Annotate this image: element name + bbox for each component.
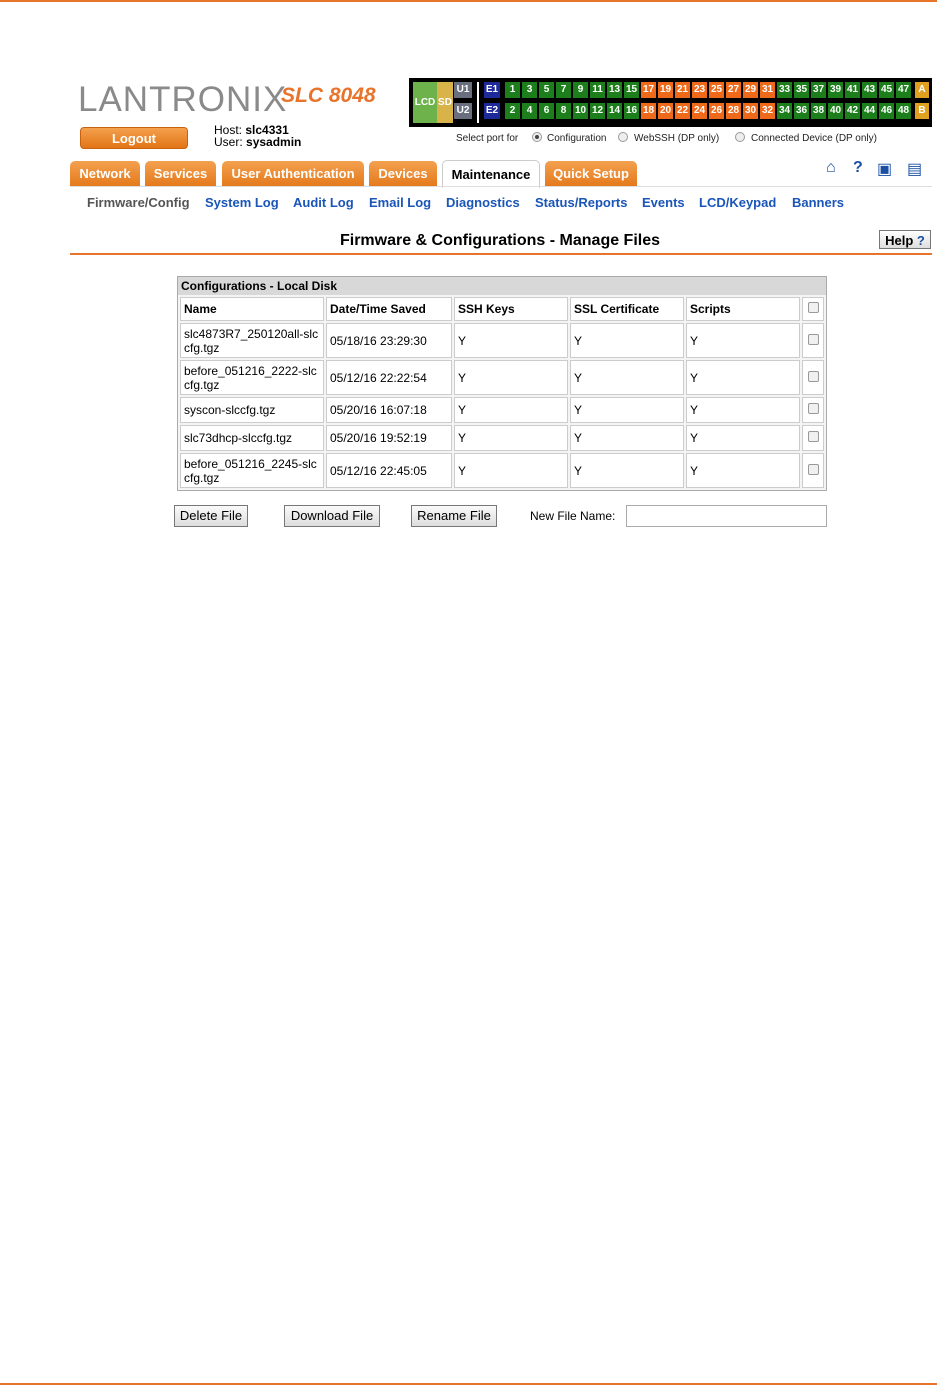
- port-31[interactable]: 31: [760, 82, 775, 98]
- tab-devices[interactable]: Devices: [369, 161, 437, 187]
- port-14[interactable]: 14: [607, 103, 622, 119]
- e2-port[interactable]: E2: [484, 103, 500, 119]
- select-all-checkbox[interactable]: [808, 302, 819, 313]
- port-7[interactable]: 7: [556, 82, 571, 98]
- cell-ssh-keys: Y: [454, 453, 568, 488]
- cell-name: before_051216_2245-slccfg.tgz: [180, 453, 324, 488]
- radio-webssh[interactable]: [618, 132, 628, 142]
- port-9[interactable]: 9: [573, 82, 588, 98]
- cell-ssh-keys: Y: [454, 425, 568, 451]
- port-2[interactable]: 2: [505, 103, 520, 119]
- port-32[interactable]: 32: [760, 103, 775, 119]
- row-checkbox[interactable]: [808, 403, 819, 414]
- port-39[interactable]: 39: [828, 82, 843, 98]
- port-12[interactable]: 12: [590, 103, 605, 119]
- port-16[interactable]: 16: [624, 103, 639, 119]
- port-44[interactable]: 44: [862, 103, 877, 119]
- port-27[interactable]: 27: [726, 82, 741, 98]
- home-icon[interactable]: ⌂: [826, 159, 836, 176]
- port-6[interactable]: 6: [539, 103, 554, 119]
- model-name: SLC 8048: [281, 84, 376, 107]
- port-33[interactable]: 33: [777, 82, 792, 98]
- port-17[interactable]: 17: [641, 82, 656, 98]
- cell-name: slc4873R7_250120all-slccfg.tgz: [180, 323, 324, 358]
- cell-ssl-certificate: Y: [570, 360, 684, 395]
- option-configuration: Configuration: [547, 133, 607, 144]
- col-ssh-keys: SSH Keys: [454, 297, 568, 321]
- radio-connected-device[interactable]: [735, 132, 745, 142]
- cell-ssl-certificate: Y: [570, 397, 684, 423]
- bottom-rule: [0, 1383, 937, 1385]
- table-row: [180, 323, 824, 358]
- subnav-events[interactable]: Events: [642, 195, 685, 210]
- port-21[interactable]: 21: [675, 82, 690, 98]
- subnav-lcd-keypad[interactable]: LCD/Keypad: [699, 195, 777, 210]
- option-connected-device: Connected Device (DP only): [751, 133, 877, 144]
- cell-scripts: Y: [686, 397, 800, 423]
- port-40[interactable]: 40: [828, 103, 843, 119]
- subnav-firmware-config[interactable]: Firmware/Config: [87, 195, 190, 210]
- cell-scripts: Y: [686, 453, 800, 488]
- row-checkbox[interactable]: [808, 464, 819, 475]
- col-name: Name: [180, 297, 324, 321]
- subnav-audit-log[interactable]: Audit Log: [293, 195, 354, 210]
- port-46[interactable]: 46: [879, 103, 894, 119]
- port-8[interactable]: 8: [556, 103, 571, 119]
- session-info: [214, 124, 301, 148]
- cell-name: before_051216_2222-slccfg.tgz: [180, 360, 324, 395]
- title-rule: [70, 253, 932, 255]
- cell-select: [802, 425, 824, 451]
- port-22[interactable]: 22: [675, 103, 690, 119]
- port-4[interactable]: 4: [522, 103, 537, 119]
- new-file-name-input[interactable]: [626, 505, 827, 527]
- cell-scripts: Y: [686, 360, 800, 395]
- cell-select: [802, 323, 824, 358]
- port-43[interactable]: 43: [862, 82, 877, 98]
- cell-date: 05/20/16 16:07:18: [326, 397, 452, 423]
- port-3[interactable]: 3: [522, 82, 537, 98]
- help-button[interactable]: [879, 230, 931, 249]
- port-19[interactable]: 19: [658, 82, 673, 98]
- row-checkbox[interactable]: [808, 334, 819, 345]
- col-scripts: Scripts: [686, 297, 800, 321]
- panel-divider: [477, 82, 479, 123]
- port-42[interactable]: 42: [845, 103, 860, 119]
- subnav-status-reports[interactable]: Status/Reports: [535, 195, 628, 210]
- cell-date: 05/18/16 23:29:30: [326, 323, 452, 358]
- port-23[interactable]: 23: [692, 82, 707, 98]
- tab-underline: [70, 186, 932, 187]
- subnav-system-log[interactable]: System Log: [205, 195, 279, 210]
- port-18[interactable]: 18: [641, 103, 656, 119]
- table-row: [180, 397, 824, 423]
- port-37[interactable]: 37: [811, 82, 826, 98]
- port-29[interactable]: 29: [743, 82, 758, 98]
- u2-port[interactable]: U2: [454, 103, 472, 119]
- col-select-all: [802, 297, 824, 321]
- row-checkbox[interactable]: [808, 431, 819, 442]
- a-port[interactable]: A: [915, 82, 929, 98]
- port-36[interactable]: 36: [794, 103, 809, 119]
- port-34[interactable]: 34: [777, 103, 792, 119]
- cell-ssl-certificate: Y: [570, 453, 684, 488]
- u1-port[interactable]: U1: [454, 82, 472, 98]
- cell-select: [802, 360, 824, 395]
- host-value: slc4331: [245, 123, 289, 137]
- port-25[interactable]: 25: [709, 82, 724, 98]
- port-13[interactable]: 13: [607, 82, 622, 98]
- log-icon[interactable]: ▤: [907, 161, 923, 178]
- port-48[interactable]: 48: [896, 103, 911, 119]
- rename-file-button[interactable]: Rename File: [411, 505, 497, 527]
- cell-select: [802, 453, 824, 488]
- sitemap-icon[interactable]: ▣: [877, 161, 893, 178]
- cell-ssh-keys: Y: [454, 360, 568, 395]
- subnav-diagnostics[interactable]: Diagnostics: [446, 195, 520, 210]
- cell-ssl-certificate: Y: [570, 425, 684, 451]
- port-1[interactable]: 1: [505, 82, 520, 98]
- port-10[interactable]: 10: [573, 103, 588, 119]
- table-caption: Configurations - Local Disk: [178, 277, 826, 295]
- table-row: [180, 360, 824, 395]
- tab-network[interactable]: Network: [70, 161, 140, 187]
- port-41[interactable]: 41: [845, 82, 860, 98]
- cell-ssh-keys: Y: [454, 323, 568, 358]
- cell-ssl-certificate: Y: [570, 323, 684, 358]
- cell-ssh-keys: Y: [454, 397, 568, 423]
- option-webssh: WebSSH (DP only): [634, 133, 720, 144]
- cell-name: slc73dhcp-slccfg.tgz: [180, 425, 324, 451]
- host-label: Host:: [214, 123, 243, 137]
- sd-indicator[interactable]: SD: [437, 82, 453, 123]
- port-30[interactable]: 30: [743, 103, 758, 119]
- port-20[interactable]: 20: [658, 103, 673, 119]
- radio-configuration[interactable]: [532, 132, 542, 142]
- delete-file-button[interactable]: Delete File: [174, 505, 248, 527]
- table-header-row: [180, 297, 824, 321]
- configurations-table: [177, 276, 827, 491]
- cell-scripts: Y: [686, 323, 800, 358]
- page-title: Firmware & Configurations - Manage Files: [339, 232, 661, 249]
- col-date: Date/Time Saved: [326, 297, 452, 321]
- b-port[interactable]: B: [915, 103, 929, 119]
- table-row: [180, 425, 824, 451]
- user-label: User:: [214, 135, 243, 149]
- e1-port[interactable]: E1: [484, 82, 500, 98]
- lcd-indicator[interactable]: LCD: [413, 82, 437, 123]
- new-file-name-label: New File Name:: [530, 509, 616, 523]
- port-35[interactable]: 35: [794, 82, 809, 98]
- cell-date: 05/12/16 22:45:05: [326, 453, 452, 488]
- cell-select: [802, 397, 824, 423]
- download-file-button[interactable]: Download File: [284, 505, 380, 527]
- cell-date: 05/12/16 22:22:54: [326, 360, 452, 395]
- tab-quick-setup[interactable]: Quick Setup: [545, 161, 637, 187]
- cell-name: syscon-slccfg.tgz: [180, 397, 324, 423]
- port-panel: [409, 78, 932, 127]
- port-26[interactable]: 26: [709, 103, 724, 119]
- top-rule: [0, 0, 937, 2]
- user-value: sysadmin: [246, 135, 302, 149]
- subnav-email-log[interactable]: Email Log: [369, 195, 432, 210]
- table-row: [180, 453, 824, 488]
- tab-user-authentication[interactable]: User Authentication: [222, 161, 364, 187]
- tab-maintenance[interactable]: Maintenance: [442, 160, 540, 188]
- port-28[interactable]: 28: [726, 103, 741, 119]
- help-icon[interactable]: ?: [853, 159, 863, 176]
- port-24[interactable]: 24: [692, 103, 707, 119]
- port-38[interactable]: 38: [811, 103, 826, 119]
- row-checkbox[interactable]: [808, 371, 819, 382]
- logout-button[interactable]: Logout: [80, 127, 188, 149]
- port-15[interactable]: 15: [624, 82, 639, 98]
- help-label: Help: [885, 233, 914, 248]
- cell-scripts: Y: [686, 425, 800, 451]
- port-select-label: Select port for: [456, 133, 519, 144]
- tab-services[interactable]: Services: [145, 161, 216, 187]
- subnav-banners[interactable]: Banners: [792, 195, 845, 210]
- col-ssl-certificate: SSL Certificate: [570, 297, 684, 321]
- cell-date: 05/20/16 19:52:19: [326, 425, 452, 451]
- lantronix-logo: LANTRONIX: [78, 80, 288, 119]
- port-47[interactable]: 47: [896, 82, 911, 98]
- port-11[interactable]: 11: [590, 82, 605, 98]
- help-question-icon: ?: [913, 233, 925, 248]
- port-5[interactable]: 5: [539, 82, 554, 98]
- port-45[interactable]: 45: [879, 82, 894, 98]
